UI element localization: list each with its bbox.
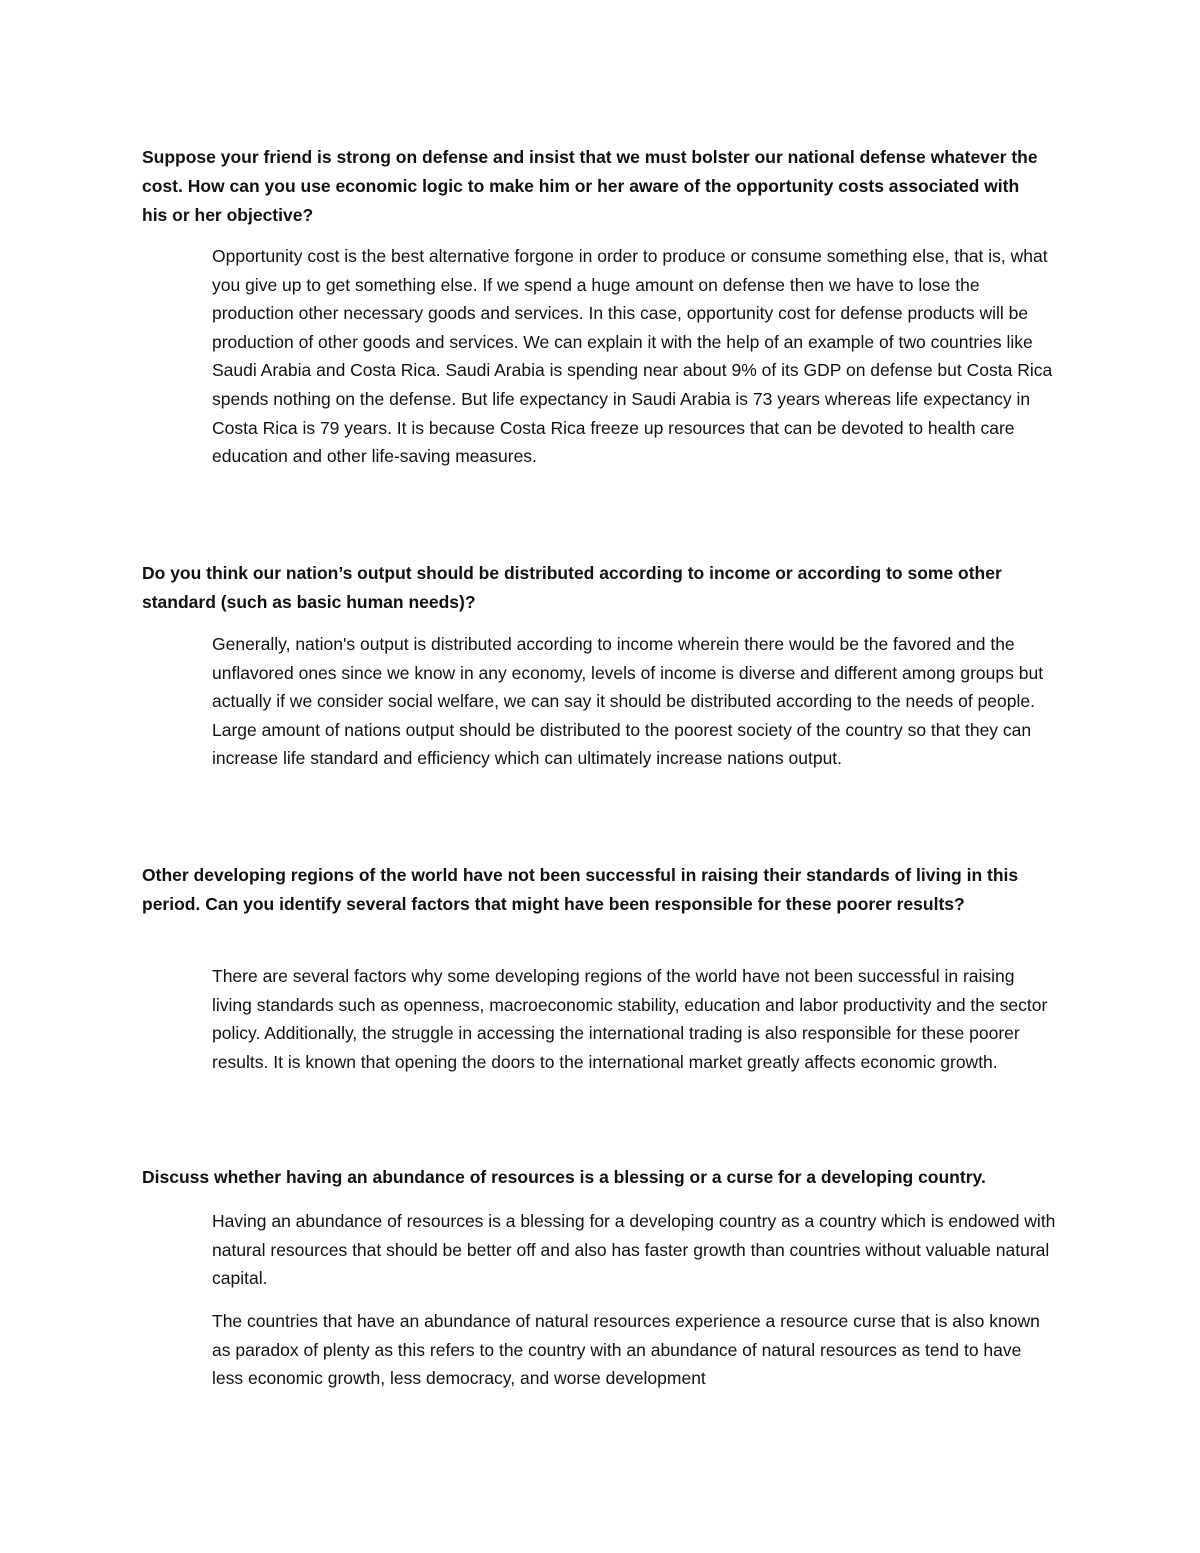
answer-3: There are several factors why some developing regions of the world have not been successful in raising living standards such as openness, macroeconomic stability, education and labor productivity and the sector policy. Additionally, the struggle in accessing the international trading is also responsible for these poorer results. It is known that opening the doors to the international market greatly affects economic growth.: [212, 966, 1048, 1072]
answer-1: Opportunity cost is the best alternative forgone in order to produce or consume something else, that is, what you give up to get something else. If we spend a huge amount on defense then we have to lose the production other necessary goods and services. In this case, opportunity cost for defense products will be production of other goods and services. We can explain it with the help of an example of two countries like Saudi Arabia and Costa Rica. Saudi Arabia is spending near about 9% of its GDP on defense but Costa Rica spends nothing on the defense. But life expectancy in Saudi Arabia is 73 years whereas life expectancy in Costa Rica is 79 years. It is because Costa Rica freeze up resources that can be devoted to health care education and other life-saving measures.: [212, 246, 1053, 467]
question-3: Other developing regions of the world have not been successful in raising their standards of living in this period. Can you identify several factors that might have been responsible for these poorer results?: [142, 865, 1019, 914]
answer-2: Generally, nation's output is distributed according to income wherein there would be the favored and the unflavored ones since we know in any economy, levels of income is diverse and different among groups but actually if we consider social welfare, we can say it should be distributed according to the needs of people. Large amount of nations output should be distributed to the poorest society of the country so that they can increase life standard and efficiency which can ultimately increase nations output.: [212, 634, 1044, 769]
question-4: Discuss whether having an abundance of resources is a blessing or a curse for a developing country.: [142, 1167, 986, 1187]
question-2: Do you think our nation’s output should be distributed according to income or according to some other standard (such as basic human needs)?: [142, 563, 1002, 612]
question-1: Suppose your friend is strong on defense and insist that we must bolster our national defense whatever the cost. How can you use economic logic to make him or her aware of the opportunity costs associated with his or her objective?: [142, 147, 1038, 225]
answer-4-paragraph-2: The countries that have an abundance of natural resources experience a resource curse that is also known as paradox of plenty as this refers to the country with an abundance of natural resources as tend to have less economic growth, less democracy, and worse development: [212, 1311, 1040, 1389]
answer-4-paragraph-1: Having an abundance of resources is a blessing for a developing country as a country which is endowed with natural resources that should be better off and also has faster growth than countries without valuable natural capital.: [212, 1211, 1056, 1289]
